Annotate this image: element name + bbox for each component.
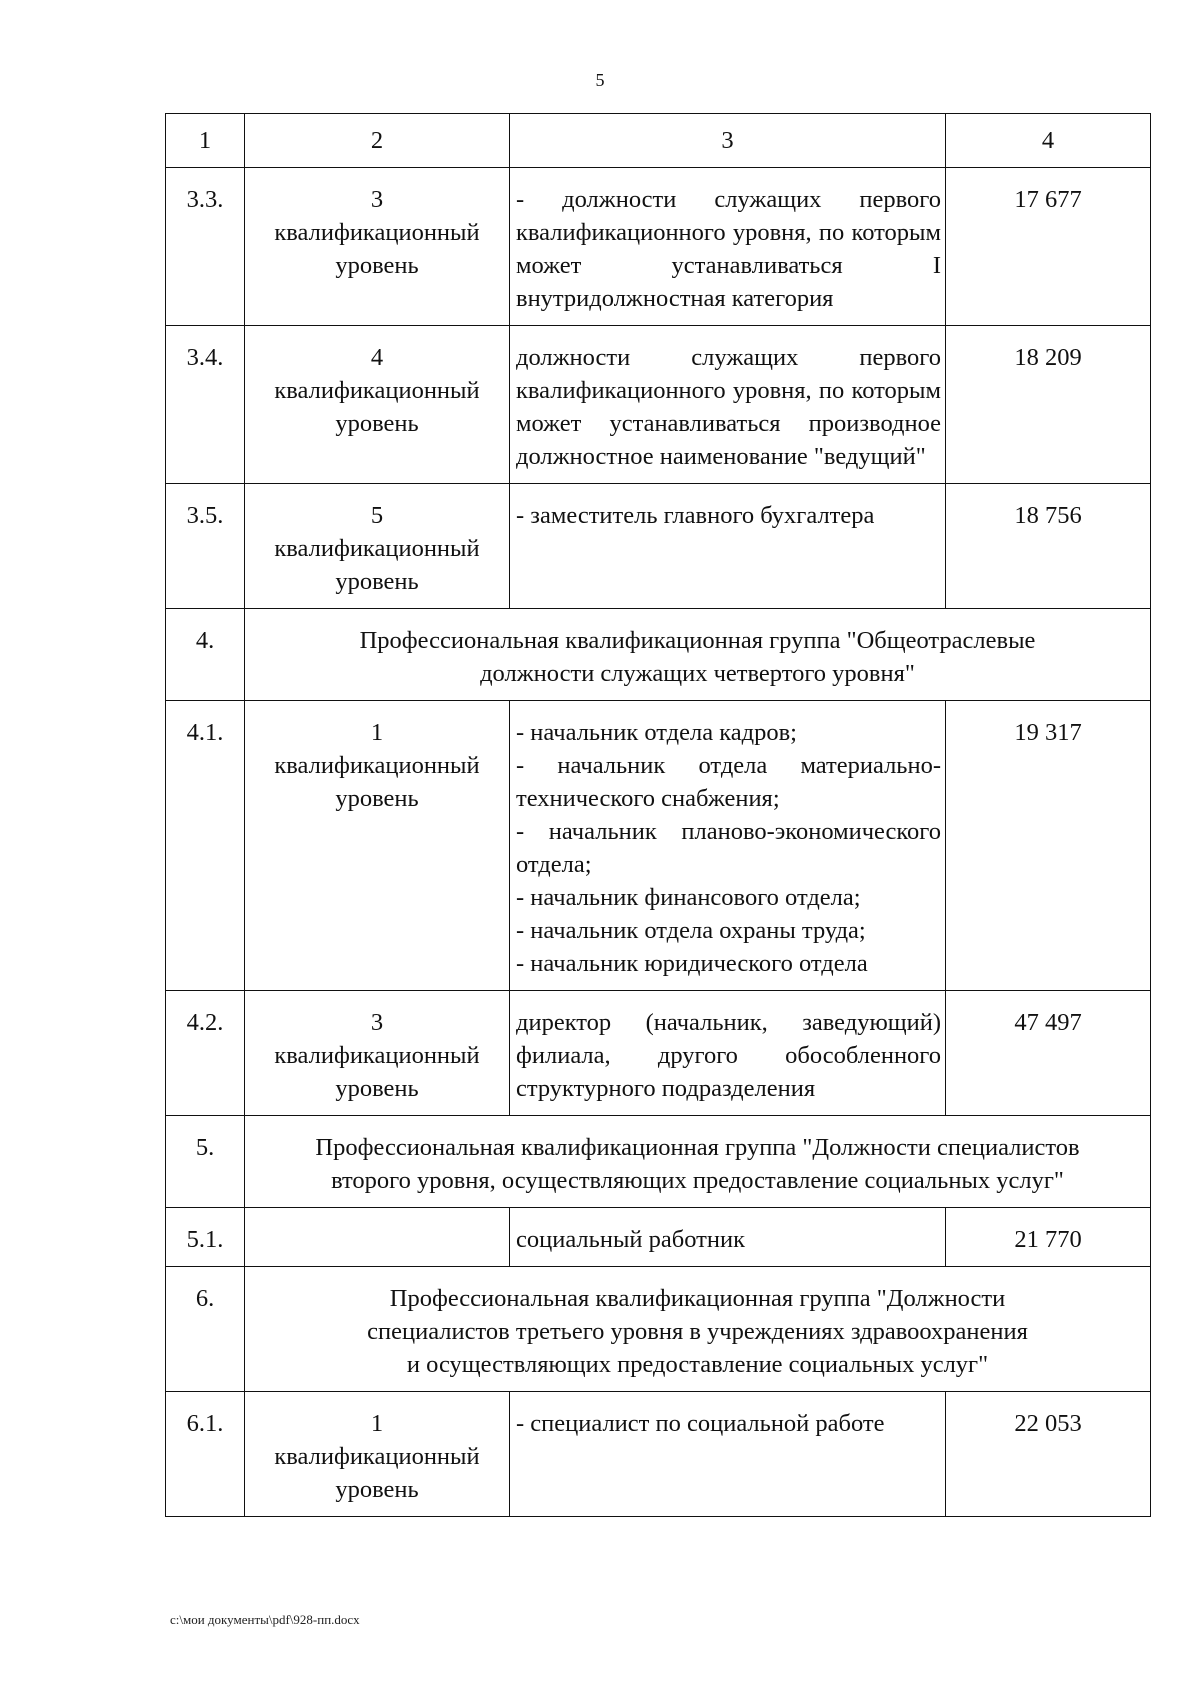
item-row [166, 1392, 1151, 1517]
item-number-cell [166, 991, 245, 1116]
item-row [166, 168, 1151, 326]
position-description-line: должности служащих первого квалификационного уровня, по которым может устанавливаться производное должностное наименование "ведущий" [516, 344, 941, 470]
item-number: 6.1. [186, 1410, 224, 1437]
table-header-row [166, 114, 1151, 168]
qualification-level [245, 991, 509, 1115]
qualification-level [245, 701, 509, 825]
group-title-line: должности служащих четвертого уровня" [480, 660, 915, 687]
qualification-level-line: 4 [370, 344, 384, 371]
item-row [166, 701, 1151, 991]
position-description-line: - начальник отдела материально-технического снабжения; [516, 752, 941, 812]
qualification-level-cell [245, 1392, 510, 1517]
qualification-level-line: квалификационный [274, 219, 480, 246]
salary-value: 18 209 [1014, 344, 1082, 371]
item-number: 5.1. [186, 1226, 224, 1253]
qualification-level-cell [245, 168, 510, 326]
salary-value: 19 317 [1014, 719, 1082, 746]
group-title-line: специалистов третьего уровня в учреждениях здравоохранения [367, 1318, 1028, 1345]
salary-cell [946, 701, 1151, 991]
qualification-level-line: 3 [370, 1009, 384, 1036]
qualification-level-line: уровень [335, 252, 419, 279]
qualification-level-line: квалификационный [274, 535, 480, 562]
item-number-cell [166, 168, 245, 326]
item-row [166, 484, 1151, 609]
page-number: 5 [595, 70, 605, 90]
qualification-level-cell [245, 991, 510, 1116]
position-description-line: - начальник планово-экономического отдела; [516, 818, 941, 878]
group-title-line: второго уровня, осуществляющих предоставление социальных услуг" [331, 1167, 1064, 1194]
qualification-level [245, 484, 509, 608]
item-row [166, 326, 1151, 484]
qualification-level [245, 1208, 509, 1233]
salary-value: 47 497 [1014, 1009, 1082, 1036]
group-title-line: Профессиональная квалификационная группа "Общеотраслевые [359, 627, 1036, 654]
item-number: 3.4. [186, 344, 224, 371]
position-description-line: - начальник юридического отдела [516, 950, 868, 977]
qualification-level-line: 3 [370, 186, 384, 213]
qualification-level-cell [245, 484, 510, 609]
qualification-level-line: уровень [335, 785, 419, 812]
position-description-line: директор (начальник, заведующий) филиала, другого обособленного структурного подразделения [516, 1009, 941, 1102]
position-description [510, 701, 945, 990]
position-description [510, 484, 945, 542]
qualification-level-cell [245, 1208, 510, 1267]
group-title-cell [245, 1267, 1151, 1392]
header-label-2: 2 [370, 127, 384, 154]
item-number-cell [166, 326, 245, 484]
header-cell-4 [946, 114, 1151, 168]
header-label-1: 1 [198, 127, 212, 154]
qualification-level-line: квалификационный [274, 752, 480, 779]
group-title-cell [245, 609, 1151, 701]
item-row [166, 991, 1151, 1116]
header-cell-2 [245, 114, 510, 168]
qualification-level [245, 1392, 509, 1516]
group-row [166, 1116, 1151, 1208]
qualification-level [245, 326, 509, 450]
item-number: 4.2. [186, 1009, 224, 1036]
salary-cell [946, 991, 1151, 1116]
salary-table [165, 113, 1151, 1517]
position-description-cell [510, 1208, 946, 1267]
item-number-cell [166, 701, 245, 991]
qualification-level-cell [245, 326, 510, 484]
qualification-level [245, 168, 509, 292]
position-description-cell [510, 326, 946, 484]
position-description-line: - специалист по социальной работе [516, 1410, 885, 1437]
position-description-cell [510, 1392, 946, 1517]
group-title [245, 1267, 1150, 1391]
position-description-cell [510, 991, 946, 1116]
group-title-line: Профессиональная квалификационная группа "Должности специалистов [315, 1134, 1080, 1161]
footer-file-path: c:\мои документы\pdf\928-пп.docx [170, 1612, 360, 1627]
salary-cell [946, 1208, 1151, 1267]
salary-cell [946, 326, 1151, 484]
position-description-line: социальный работник [516, 1226, 745, 1253]
item-number-cell [166, 484, 245, 609]
position-description-line: - должности служащих первого квалификационного уровня, по которым может устанавливаться I внутридолжностная категория [516, 186, 941, 312]
qualification-level-line: уровень [335, 1476, 419, 1503]
position-description-line: - начальник финансового отдела; [516, 884, 861, 911]
group-title [245, 609, 1150, 700]
group-number: 4. [195, 627, 215, 654]
group-title-line: Профессиональная квалификационная группа "Должности [389, 1285, 1006, 1312]
salary-value: 17 677 [1014, 186, 1082, 213]
item-number: 3.3. [186, 186, 224, 213]
position-description [510, 1392, 945, 1450]
table-body [166, 114, 1151, 1517]
header-cell-3 [510, 114, 946, 168]
position-description-cell [510, 168, 946, 326]
qualification-level-line: квалификационный [274, 1042, 480, 1069]
salary-cell [946, 1392, 1151, 1517]
group-title [245, 1116, 1150, 1207]
item-number: 4.1. [186, 719, 224, 746]
position-description-line: - заместитель главного бухгалтера [516, 502, 875, 529]
header-cell-1 [166, 114, 245, 168]
item-row [166, 1208, 1151, 1267]
position-description-cell [510, 484, 946, 609]
group-number: 6. [195, 1285, 215, 1312]
qualification-level-line: квалификационный [274, 377, 480, 404]
qualification-level-line: уровень [335, 1075, 419, 1102]
group-number-cell [166, 1116, 245, 1208]
qualification-level-line: квалификационный [274, 1443, 480, 1470]
item-number-cell [166, 1208, 245, 1267]
salary-value: 21 770 [1014, 1226, 1082, 1253]
qualification-level-cell [245, 701, 510, 991]
group-row [166, 609, 1151, 701]
qualification-level-line: 5 [370, 502, 384, 529]
header-label-3: 3 [721, 127, 734, 154]
item-number: 3.5. [186, 502, 224, 529]
qualification-level-line: уровень [335, 410, 419, 437]
salary-cell [946, 168, 1151, 326]
position-description-line: - начальник отдела кадров; [516, 719, 797, 746]
position-description [510, 991, 945, 1115]
salary-value: 22 053 [1014, 1410, 1082, 1437]
group-number-cell [166, 609, 245, 701]
position-description-line: - начальник отдела охраны труда; [516, 917, 866, 944]
group-row [166, 1267, 1151, 1392]
group-number-cell [166, 1267, 245, 1392]
salary-value: 18 756 [1014, 502, 1082, 529]
header-label-4: 4 [1041, 127, 1055, 154]
qualification-level-line: уровень [335, 568, 419, 595]
position-description [510, 326, 945, 483]
group-title-line: и осуществляющих предоставление социальных услуг" [406, 1351, 989, 1378]
salary-cell [946, 484, 1151, 609]
qualification-level-line: 1 [370, 1410, 384, 1437]
group-number: 5. [195, 1134, 215, 1161]
item-number-cell [166, 1392, 245, 1517]
qualification-level-line: 1 [370, 719, 384, 746]
position-description [510, 168, 945, 325]
group-title-cell [245, 1116, 1151, 1208]
position-description [510, 1208, 945, 1266]
position-description-cell [510, 701, 946, 991]
